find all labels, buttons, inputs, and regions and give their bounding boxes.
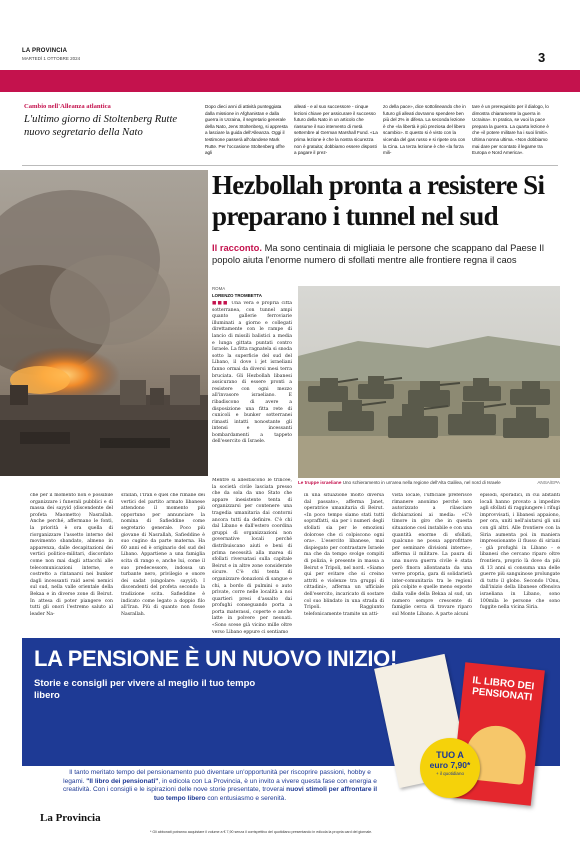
- byline-author: LORENZO TROMBETTA: [212, 293, 262, 298]
- sidebar-kicker: Cambio nell'Alleanza atlantica: [24, 103, 111, 110]
- byline-place: ROMA: [212, 286, 226, 291]
- ad-body: [60, 769, 380, 803]
- caption-text: Uno schieramento in un'area nella regione dell'Alta Galilea, nel nord di Israele: [342, 480, 501, 485]
- section-divider: [22, 165, 558, 166]
- article-column-top: [212, 301, 292, 477]
- top-column-2: alleati - e al suo successore - cinque lezioni chiave per assicurare il successo futuro della Nato in un articolo che riassume il suo intervento di metà settembre al German Marshall Fund. «La prima lezione è che la nostra sicurezza non è gratuita; dobbiamo essere disposti a pagare il prez-: [294, 104, 378, 156]
- top-column-3: zo della pace», dice sottolineando che in futuro gli alleati dovranno spendere ben più del 2% in difesa. La seconda lezione è che «la libertà è più preziosa del libero scambio». E questo si è visto con la vicenda del gas russo e si ripete ora con la Cina. La terza lezione è che «la forza mili-: [383, 104, 466, 156]
- tanks-photo-illustration: [298, 286, 560, 478]
- masthead-accent-bar: [0, 70, 580, 92]
- ad-footnote: * Gli abbonati potranno acquistare il volume a € 7,90 senza il corrispettivo del quotidiano presentando in edicola la propria card del giornale.: [150, 830, 373, 834]
- price-badge-line3: + il quotidiano: [436, 771, 464, 776]
- article-column-1: che per il momento non è possibile organizzare i funerali pubblici e di massa dei sayyid (discendente del profeta Maometto) Nasrallah. Anche perché, affermano le fonti, la priorità è ora quella di riorganizzare l'assetto interno del movimento sbandato, almeno in apparenza, dalle decapitazioni dei vertici politico-militari, discordato come non mai dagli attacchi alle telecomunicazioni interne, e costretto a rintanarsi nei bunker dagli incessanti raid aerei nemici sul sud, nella valle orientale della Bekaa e in diverse zone di Beirut. In attesa di poter piangere con tutti gli onori l'estremo saluto al leader Na-: [30, 493, 113, 617]
- subheadline-lead: Il racconto.: [212, 242, 263, 253]
- issue-date: MARTEDÌ 1 OTTOBRE 2024: [22, 56, 81, 61]
- paper-name: LA PROVINCIA: [22, 48, 68, 54]
- ad-body-1: Il tanto meritato tempo del pensionamento può diventare un'opportunità per riscoprire passioni, hobby e legami.: [63, 769, 371, 785]
- ad-headline: LA PENSIONE È UN NUOVO INIZIO!: [34, 646, 397, 671]
- article-column-4: vista locale, l'ufficiale preferisce rimanere anonimo perché non autorizzato a rilasciare dichiarazioni ai media: «C'è timore in giro che in questa situazione così instabile e con una quantità enorme di sfollati, qualcuno ne possa approfittare per seminare divisioni interne», afferma il militare. La paura di una nuova guerra civile è stata però finora allontanata da una verve propria, gara di solidarietà inter-comunitaria tra le regioni più colpite e quelle meno esposte dalla valle della Bekaa al sud, un numero sempre crescente di famiglie cerca di trovare riparo sul Monte Libano. A parte alcuni: [392, 493, 472, 617]
- ad-body-3: con entusiasmo e serenità.: [207, 794, 287, 802]
- ad-body-2: , in edicola con La Provincia, è un invito a vivere questa fase con energia e creatività. Con i consigli e le ispirazioni delle nove storie presentate, troverai: [62, 777, 377, 793]
- book-cover-title: IL LIBRO DEI PENSIONATI: [471, 675, 535, 704]
- article-column-2: srallah, l'Iran e quel che rimane dei vertici del partito armato libanese attendono il momento più opportuno per annunciare la nomina di Safieddine come segretario generale. Poco più giovane di Nasrallah, Safieddine è suo cugino da parte materna. Ha 60 anni ed è originario del sud del Libano. Appartiene a una famiglia scita di rango e, anche lui, come il suo predecessore, indossa un turbante nero, privilegio e onore dei sadat (singolare: sayyid). I discendenti del profeta secondo la tradizione scita. Safieddine è indicato come legato a doppio filo all'Iran. Più di quanto non fosse Nasrallah.: [121, 493, 205, 617]
- caption-lead: Le truppe israeliane: [298, 480, 342, 485]
- price-badge-line2: euro 7,90*: [429, 760, 471, 770]
- photo-caption: [298, 480, 560, 486]
- ad-book-title: "Il libro dei pensionati": [86, 777, 159, 785]
- subheadline-text: Ma sono centinaia di migliaia le persone che scappano dal Paese Il popolo aiuta l'enorme numero di sfollati mentre alle frontiere regna il caos: [212, 242, 544, 265]
- main-headline: Hezbollah pronta a resistere Si preparano i tunnel nel sud: [212, 170, 545, 231]
- tanks-photo: [298, 286, 560, 478]
- sidebar-headline: L'ultimo giorno di Stoltenberg Rutte nuovo segretario della Nato: [24, 114, 178, 138]
- price-badge[interactable]: [420, 738, 480, 798]
- article-column-top-cont: Mentre si allestiscono le trincee, la società civile lasciata presso che da sola da uno Stato che appare inesistente tenta di organizzarsi per contenere una tragedia umanitaria dai contorni ancora tutti da definire. C'è chi dal Libano e dall'estero coordina gruppi di organizzazioni non governative locali perché distribuiscano aiuti e beni di prima necessità alla marea di sfollati riversatasi sulla capitale Beirut e in altre zone considerate sicure. C'è chi tenta di organizzare donazioni di sangue e chi, a bordo di pulmini o auto private, corre nelle località a noi quartieri presi d'assalto dai profughi conseguando porta a porta materassi, coperte e anche latte in polvere per neonati. «Sono scese già vicino mille oltre verso Libano eppure ci sentiamo: [212, 478, 292, 634]
- column-drop-marker: ■■■: [212, 301, 232, 306]
- top-column-1: Dopo dieci anni di attività punteggiata dalla missione in Afghanistan e dalla guerra in Ucraina, il segretario generale della Nato, Jens Stoltenberg, si appresta a lasciare la guida dell'Alleanza. Oggi il testimone passerà all'olandese Mark Rutte. Per l'occasione Stoltenberg offre agli: [205, 104, 288, 156]
- top-column-4: tare è un prerequisito per il dialogo, lo dimostra chiaramente la guerra in Ucraina». In pratica, se vuoi la pace prepara la guerra. La quarta lezione è che «il potere militare ha i suoi limiti». Ultima nonna ultima. «Non dobbiamo mai dare per scontato il legame tra Europa e Nord America».: [472, 104, 549, 156]
- article-text-top: Una vera e propria città sotterranea, con tunnel ampi quanto gallerie ferroviarie illuminati a giorno e collegati direttamente con le rampe di lancio di missili balistici a media e lunga gittata puntati contro Israele. La fitta ragnatela si snoda sotto la superficie del sud del Libano, il dove i jet israeliani fanno ormai da diversi mesi terra bruciata. Gli Hezbollah libanesi assicurano di essere pronti a resistere con ogni mezzo all'invasore israeliano. E ribadiscono di avere a disposizione una fitta rete di cunicoli e bunker sotterranei rimasti intatti nonostante gli intensi e incessanti bombardamenti a tappeto dell'esercito di Israele.: [212, 301, 292, 445]
- article-column-5: episodi, sporadici, in cui abitanti locali hanno provato a impedire agli sfollati di raggiungere i rifugi improvvisati, i libanesi appaiono, per ora, uniti nell'aiutarsi gli uni con gli altri. Alle frontiere con la Siria aumenta poi in maniera impressionante il flusso di siriani - già profughi in Libano - e libanesi che cercano riparo oltre frontiera, proprio là dove da più di 13 anni si consuma una delle guerre più sanguinose prolungate di tutto il globo. Secondo l'Onu, dall'inizio della libanese offensiva israeliana in Libano, sono 100mila le persone che sono fuggite nella vicina Siria.: [480, 493, 560, 611]
- ad-body-bold: nuovi stimoli per affrontare il tuo tempo libero: [153, 786, 378, 802]
- subheadline: [212, 242, 562, 265]
- caption-credit: ANSA/EPA: [537, 480, 560, 485]
- page-number: 3: [538, 50, 546, 65]
- article-column-3: in una situazione molto diversa dal passato», afferma Janet, operatrice umanitaria di Beirut. «In poco tempo siamo stati tutti sopraffatti, sia per i numeri degli sfollati sia per le emozioni dolorose che ci colpiscono ogni ora». L'esercito libanese, mai dispiegato per contrastare Israele ma che da tempo svolge compiti di polizia, è presente in massa a Beirut e Tripoli, nel nord. «Siamo qui per evitare che si creino attriti e violenze tra gruppi di cittadini», afferma un ufficiale dell'esercito, incaricato di sostare col suo blindato in una strada di Tripoli. Raggiunto telefonicamente tramite un atti-: [304, 493, 384, 617]
- price-badge-line1: TUO A: [436, 750, 464, 760]
- ad-subheadline: Storie e consigli per vivere al meglio il tuo tempo libero: [34, 678, 256, 701]
- explosion-photo-illustration: [0, 170, 208, 476]
- explosion-photo: [0, 170, 208, 476]
- ad-logo: La Provincia: [40, 812, 101, 824]
